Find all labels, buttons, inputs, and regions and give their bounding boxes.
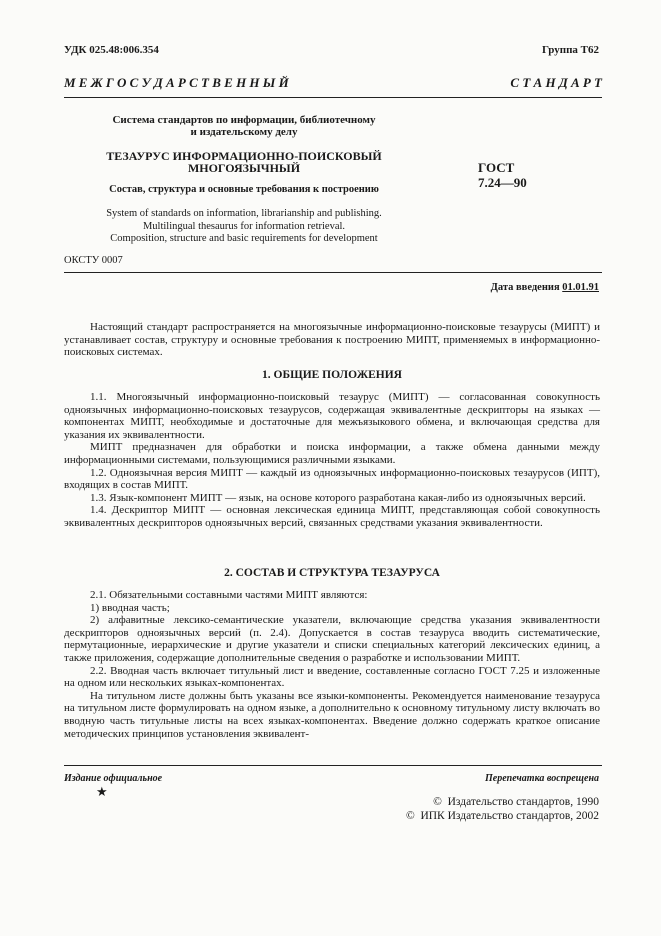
top-divider	[64, 97, 602, 98]
group-code: Группа Т62	[541, 44, 599, 56]
reprint-prohibited-label: Перепечатка воспрещена	[485, 773, 599, 784]
paragraph-1-4: 1.4. Дескриптор МИПТ — основная лексическая единица МИПТ, представляющая собой совокупность эквивалентных дескрипторов одноязычных версий, связанных средствами указания эквивалентности.	[64, 504, 600, 529]
paragraph-2-2-title-page: На титульном листе должны быть указаны все языки-компоненты. Рекомендуется наименование тезауруса на титульном листе формулировать на одном языке, а дополнительно к основному титульному листу включать во вводную часть титульные листы на всех языках-компонентах. Введение должно содержать краткое описание методических принципов установления эквивалент-	[64, 689, 600, 740]
document-title: ТЕЗАУРУС ИНФОРМАЦИОННО-ПОИСКОВЫЙ МНОГОЯЗЫЧНЫЙ	[106, 149, 382, 175]
standard-banner	[64, 75, 602, 91]
list-item-1: 1) вводная часть;	[90, 601, 170, 614]
section-1-body	[64, 391, 600, 530]
banner-word-standard: С Т А Н Д А Р Т	[510, 75, 602, 90]
udc-code: УДК 025.48:006.354	[64, 44, 159, 56]
banner-word-interstate: М Е Ж Г О С У Д А Р С Т В Е Н Н Ы Й	[64, 75, 289, 90]
title-divider	[64, 272, 602, 273]
section-2-body	[64, 589, 600, 740]
paragraph-2-2: 2.2. Вводная часть включает титульный лист и введение, составленные согласно ГОСТ 7.25 и изложенные на одном или нескольких языках-компонентах.	[64, 664, 600, 690]
intro-paragraph: Настоящий стандарт распространяется на многоязычные информационно-поисковые тезаурусы (МИПТ) и устанавливает состав, структуру и основные требования к построению МИПТ, применяемых в информационно-поисковых системах.	[64, 321, 600, 359]
introduction-date-value: 01.01.91	[562, 282, 599, 293]
english-title: System of standards on information, librarianship and publishing. Multilingual thesaurus for information retrieval. Composition, structure and basic requirements for development	[106, 208, 382, 244]
star-icon: ★	[96, 784, 108, 799]
paragraph-1-3: 1.3. Язык-компонент МИПТ — язык, на основе которого разработана какая-либо из одноязычных версий.	[90, 491, 586, 504]
paragraph-2-1: 2.1. Обязательными составными частями МИПТ являются:	[90, 589, 368, 601]
official-edition-label: Издание официальное	[64, 773, 163, 784]
paragraph-1-2: 1.2. Одноязычная версия МИПТ — каждый из одноязычных информационно-поисковых тезаурусов (ИПТ), входящих в состав МИПТ.	[64, 466, 600, 492]
copyright-block: © Издательство стандартов, 1990 © ИПК Издательство стандартов, 2002	[405, 796, 599, 822]
document-subtitle: Состав, структура и основные требования к построению	[109, 184, 379, 195]
footer-divider	[64, 765, 602, 766]
okstu-code: ОКСТУ 0007	[64, 255, 123, 266]
system-of-standards: Система стандартов по информации, библиотечному и издательскому делу	[112, 114, 376, 138]
paragraph-1-1-purpose: МИПТ предназначен для обработки и поиска информации, а также обмена данными между информационными системами, пользующимися различными языками.	[64, 441, 600, 466]
section-1-heading: 1. ОБЩИЕ ПОЛОЖЕНИЯ	[262, 369, 402, 381]
list-item-2: 2) алфавитные лексико-семантические указатели, включающие средства указания эквивалентности дескрипторов одноязычных версий (п. 2.4). Допускается в состав тезауруса вводить систематические, пермутационные, иерархические и другие указатели и списки специальных категорий лексических единиц, а также приложения, содержащие дополнительные сведения о разработке и использовании МИПТ.	[64, 614, 600, 664]
gost-designation: ГОСТ 7.24—90	[478, 160, 527, 190]
section-2-heading: 2. СОСТАВ И СТРУКТУРА ТЕЗАУРУСА	[224, 567, 440, 579]
paragraph-1-1: 1.1. Многоязычный информационно-поисковый тезаурус (МИПТ) — согласованная совокупность одноязычных информационно-поисковых тезаурусов, содержащая эквивалентные дескрипторы на языках — компонентах МИПТ, необходимые и достаточные для межъязыкового обмена, и включающая средства для указания их эквивалентности.	[64, 391, 600, 441]
introduction-date: Дата введения 01.01.91	[490, 282, 599, 293]
